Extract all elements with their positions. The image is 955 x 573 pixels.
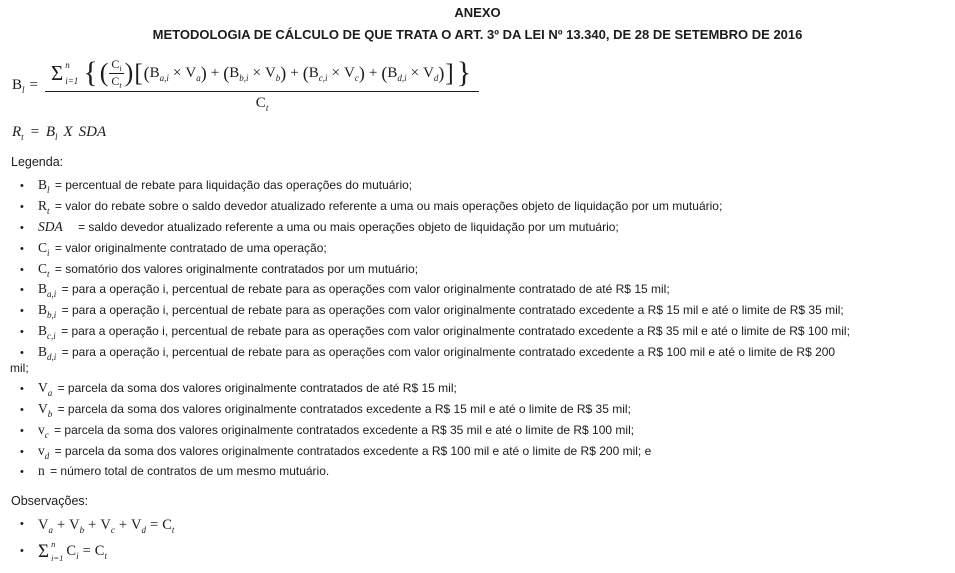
legend-item (10, 463, 945, 480)
math-token: $B_{a,i}$ (38, 281, 57, 300)
math-token: = (29, 76, 38, 93)
legend-item (10, 302, 945, 319)
legend-text: = somatório dos valores originalmente contratados por um mutuário; (54, 261, 419, 276)
legend-text: = parcela da soma dos valores originalmente contratados excedente a R$ 35 mil e até o limite de R$ 100 mil; (54, 422, 635, 437)
summation-limits (51, 540, 63, 562)
observations-label: Observações: (11, 494, 89, 509)
math-token: $B_{b,i}$ (229, 64, 249, 83)
inline-fraction-denominator (109, 73, 123, 88)
subscript: a,i (47, 289, 57, 300)
observation-item (10, 540, 945, 562)
inline-fraction (109, 57, 123, 90)
bullet-icon: • (20, 466, 24, 479)
subscript: i (47, 247, 50, 258)
subscript: b (47, 408, 53, 419)
math-token: n (38, 463, 45, 479)
subscript: d,i (397, 72, 407, 83)
legend-text: = para a operação i, percentual de rebate para as operações com valor originalmente contratado de até R$ 15 mil; (61, 282, 670, 297)
math-operator: + (56, 517, 66, 534)
bullet-icon: • (20, 445, 24, 458)
summation-upper-limit: n (65, 59, 70, 70)
math-operator: + (118, 517, 128, 534)
math-delimiter: ) (200, 63, 207, 83)
legend-text: = valor do rebate sobre o saldo devedor atualizado referente a uma ou mais operações objeto de liquidação por um mutuário; (54, 198, 723, 213)
sigma-glyph: Σ (51, 60, 64, 85)
subscript: l (47, 185, 50, 195)
subscript: b,i (239, 72, 249, 83)
math-delimiter: ) (124, 58, 134, 87)
math-delimiter: [ (134, 59, 143, 87)
math-token: $C_t$ (94, 543, 107, 562)
math-operator: + (368, 64, 378, 81)
bullet-icon: • (20, 242, 24, 255)
math-token: $C_i$ (111, 57, 122, 74)
formula-bl-lhs (12, 77, 38, 94)
legend-symbol (38, 379, 53, 398)
bullet-icon: • (20, 200, 24, 213)
math-token: = (29, 124, 40, 140)
legend-text: = para a operação i, percentual de rebate para as operações com valor originalmente contratado excedente a R$ 100 mil e até o limite de R$ 200 (61, 345, 836, 359)
bullet-icon: • (20, 403, 24, 416)
summation-lower-limit: i=1 (65, 75, 79, 86)
subscript: c (44, 429, 49, 440)
subscript: b (79, 525, 85, 536)
legend-item (10, 380, 945, 397)
document-title: ANEXO (454, 5, 501, 20)
subscript: c,i (47, 331, 56, 342)
math-delimiter: ( (99, 58, 109, 87)
math-token: $R_t$ (38, 197, 50, 216)
subscript: l (54, 132, 58, 142)
bullet-icon: • (20, 221, 24, 234)
legend-symbol (38, 260, 50, 279)
observation-item (10, 516, 945, 534)
legend-item (10, 344, 945, 376)
legend-symbol (38, 281, 57, 300)
legend-symbol (38, 219, 63, 234)
legend-symbol (38, 421, 49, 440)
legend-symbol (38, 177, 50, 195)
bullet-icon: • (20, 284, 24, 297)
bullet-icon: • (20, 544, 24, 557)
math-delimiter: ] (445, 59, 454, 87)
legend-item (10, 401, 945, 418)
subscript: c (354, 72, 359, 83)
legend-item (10, 261, 945, 278)
math-token: $V_a$ (38, 517, 53, 536)
legend-text: = parcela da soma dos valores originalmente contratados excedente a R$ 15 mil e até o limite de R$ 35 mil; (57, 401, 631, 416)
legend-list (10, 177, 945, 480)
subscript: a (48, 525, 53, 536)
legend-item (10, 422, 945, 439)
bullet-icon: • (20, 305, 24, 318)
math-token: $V_b$ (38, 400, 53, 419)
fraction-denominator (45, 91, 479, 112)
math-token: $B_{a,i}$ (149, 64, 169, 83)
math-token: $B_{d,i}$ (38, 344, 57, 362)
subscript: t (265, 103, 269, 113)
math-token: $C_t$ (255, 95, 269, 113)
math-delimiter: } (456, 56, 472, 89)
legend-symbol (38, 463, 45, 478)
subscript: d (433, 72, 439, 83)
subscript: l (22, 84, 25, 95)
math-operator: × (172, 64, 182, 81)
legend-symbol (38, 239, 50, 258)
summation-lower-limit: i=1 (51, 552, 64, 563)
legend-text: = parcela da soma dos valores originalmente contratados excedente a R$ 100 mil e até o limite de R$ 200 mil; e (54, 443, 652, 458)
math-operator: + (88, 517, 97, 534)
legend-text: = número total de contratos de um mesmo mutuário. (50, 464, 330, 479)
legend-text-continuation: mil; (10, 360, 29, 375)
legend-symbol (38, 400, 53, 419)
math-token: $B_{c,i}$ (308, 64, 328, 83)
legend-symbol (38, 197, 50, 216)
math-operator: × (410, 64, 420, 81)
math-token: $B_{c,i}$ (38, 323, 56, 342)
bullet-icon: • (20, 424, 24, 437)
math-token: $V_c$ (344, 64, 359, 83)
subscript: t (21, 132, 24, 142)
math-token: $C_i$ (66, 543, 79, 562)
legend-symbol (38, 323, 56, 342)
observations-list (10, 516, 945, 562)
subscript: c (110, 525, 115, 536)
math-token: $v_c$ (38, 421, 49, 440)
subscript: a,i (159, 72, 169, 83)
math-operator: + (210, 64, 220, 81)
math-token: $B_l$ (38, 177, 50, 195)
math-token: SDA (78, 124, 107, 140)
math-delimiter: ( (143, 63, 150, 83)
subscript: b (275, 72, 281, 83)
legend-text: = saldo devedor atualizado referente a uma ou mais operações objeto de liquidação por um mutuário; (78, 219, 619, 234)
subscript: d,i (47, 352, 57, 362)
math-token: SDA (38, 218, 63, 234)
math-operator: = (150, 517, 159, 534)
bullet-icon: • (20, 326, 24, 339)
legend-text: = parcela da soma dos valores originalmente contratados de até R$ 15 mil; (57, 380, 457, 395)
math-delimiter: ) (280, 63, 287, 83)
math-token: $B_{d,i}$ (387, 64, 407, 83)
math-token: $V_d$ (423, 64, 439, 83)
math-operator: × (252, 64, 261, 81)
subscript: i (119, 64, 122, 74)
legend-label: Legenda: (11, 155, 64, 169)
formula-rt (12, 124, 945, 141)
inline-fraction-numerator (109, 58, 123, 72)
fraction-numerator (45, 58, 479, 91)
legend-text: = para a operação i, percentual de rebate para as operações com valor originalmente contratado excedente a R$ 15 mil e até o limite de R$ 35 mil; (61, 303, 844, 318)
math-token: $C_t$ (162, 517, 175, 536)
legend-text: = valor originalmente contratado de uma operação; (54, 240, 327, 255)
math-delimiter: { (83, 56, 98, 89)
summation-symbol (51, 61, 78, 86)
legend-item (10, 323, 945, 340)
math-delimiter: ( (223, 63, 230, 83)
math-token: $R_t$ (12, 124, 24, 142)
math-token: X (63, 124, 73, 140)
math-token: $V_b$ (69, 517, 85, 536)
subscript: t (171, 525, 175, 536)
observation-formula (38, 516, 174, 534)
subscript: t (104, 551, 107, 562)
subscript: t (119, 80, 122, 90)
legend-symbol (38, 344, 57, 362)
legend-symbol (38, 442, 50, 461)
math-operator: + (290, 64, 299, 81)
summation-limits (65, 61, 78, 86)
legend-item (10, 198, 945, 215)
math-token: $C_i$ (38, 239, 50, 258)
bullet-icon: • (20, 180, 24, 192)
subscript: d (141, 525, 146, 536)
subscript: i (76, 551, 79, 562)
subscript: d (44, 450, 50, 461)
math-token: $C_t$ (111, 73, 122, 90)
legend-item (10, 177, 945, 194)
bullet-icon: • (20, 382, 24, 395)
legend-symbol (38, 302, 57, 321)
legend-text: = para a operação i, percentual de rebate para as operações com valor originalmente contratado excedente a R$ 35 mil e até o limite de R$ 100 mil; (61, 324, 850, 339)
observation-formula (38, 540, 107, 562)
math-delimiter: ( (302, 63, 309, 83)
math-operator: × (331, 64, 340, 81)
document-subtitle: METODOLOGIA DE CÁLCULO DE QUE TRATA O ART. 3º DA LEI Nº 13.340, DE 28 DE SETEMBRO DE 2016 (152, 27, 803, 42)
math-token: $B_l$ (45, 124, 58, 142)
math-delimiter: ) (438, 63, 445, 83)
legend-item (10, 443, 945, 460)
formula-bl (12, 58, 945, 112)
math-token: $v_d$ (38, 442, 50, 461)
legend-item (10, 219, 945, 236)
sigma-glyph: Σ (38, 540, 50, 562)
subscript: t (47, 268, 50, 279)
legend-item (10, 240, 945, 257)
subscript: a (196, 72, 201, 83)
summation-symbol (38, 540, 63, 562)
math-delimiter: ( (381, 63, 388, 83)
bullet-icon: • (20, 518, 24, 531)
math-token: $V_a$ (38, 379, 53, 398)
subscript: t (47, 205, 50, 216)
summation-upper-limit: n (51, 539, 56, 550)
legend-text: = percentual de rebate para liquidação das operações do mutuário; (54, 178, 413, 192)
formula-bl-fraction (45, 58, 479, 112)
math-token: $V_d$ (131, 517, 146, 536)
bullet-icon: • (20, 263, 24, 276)
math-token: $V_b$ (264, 64, 281, 83)
subscript: b,i (47, 310, 57, 321)
math-token: $B_l$ (12, 76, 25, 95)
legend-item (10, 281, 945, 298)
subscript: c,i (318, 72, 328, 83)
math-operator: = (82, 543, 91, 560)
math-token: $C_t$ (38, 260, 50, 279)
subscript: a (47, 387, 53, 398)
math-token: $B_{b,i}$ (38, 302, 57, 321)
bullet-icon: • (20, 347, 24, 359)
math-delimiter: ) (358, 63, 365, 83)
math-token: $V_a$ (185, 64, 201, 83)
math-token: $V_c$ (100, 517, 115, 536)
